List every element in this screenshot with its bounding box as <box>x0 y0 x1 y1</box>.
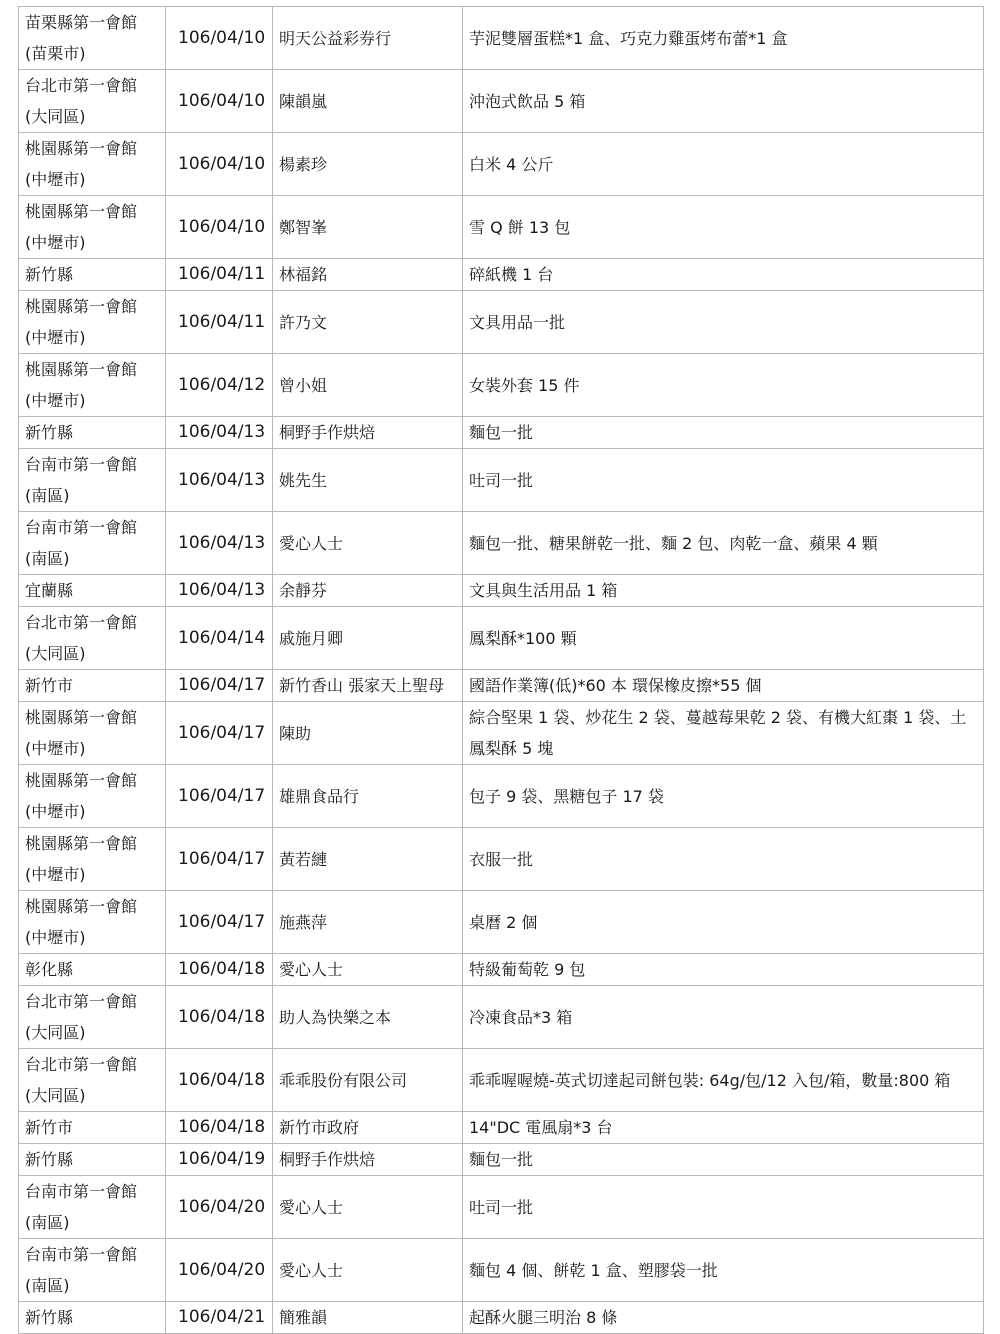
date-cell: 106/04/12 <box>166 354 273 417</box>
date-cell: 106/04/11 <box>166 291 273 354</box>
location-cell: 桃園縣第一會館 (中壢市) <box>19 133 166 196</box>
date-cell: 106/04/13 <box>166 449 273 512</box>
location-cell: 新竹市 <box>19 1112 166 1144</box>
donor-cell: 雄鼎食品行 <box>273 765 463 828</box>
item-cell: 麵包一批、糖果餅乾一批、麵 2 包、肉乾一盒、蘋果 4 顆 <box>463 512 984 575</box>
location-cell: 台北市第一會館 (大同區) <box>19 986 166 1049</box>
date-cell: 106/04/10 <box>166 133 273 196</box>
donor-cell: 曾小姐 <box>273 354 463 417</box>
item-cell: 起酥火腿三明治 8 條 <box>463 1302 984 1334</box>
donor-cell: 黃若縺 <box>273 828 463 891</box>
date-cell: 106/04/10 <box>166 70 273 133</box>
table-row <box>19 417 984 449</box>
item-cell: 碎紙機 1 台 <box>463 259 984 291</box>
donor-cell: 明天公益彩券行 <box>273 7 463 70</box>
table-row <box>19 259 984 291</box>
date-cell: 106/04/17 <box>166 828 273 891</box>
table-row <box>19 1239 984 1302</box>
donor-cell: 陳韻嵐 <box>273 70 463 133</box>
table-row <box>19 828 984 891</box>
location-cell: 台北市第一會館 (大同區) <box>19 70 166 133</box>
item-cell: 冷凍食品*3 箱 <box>463 986 984 1049</box>
date-cell: 106/04/17 <box>166 670 273 702</box>
date-cell: 106/04/18 <box>166 1049 273 1112</box>
item-cell: 麵包一批 <box>463 417 984 449</box>
location-cell: 桃園縣第一會館 (中壢市) <box>19 196 166 259</box>
table-row <box>19 575 984 607</box>
table-row <box>19 291 984 354</box>
table-row <box>19 1112 984 1144</box>
table-row <box>19 986 984 1049</box>
table-row <box>19 1144 984 1176</box>
location-cell: 新竹縣 <box>19 417 166 449</box>
item-cell: 吐司一批 <box>463 1176 984 1239</box>
donor-cell: 助人為快樂之本 <box>273 986 463 1049</box>
donor-cell: 姚先生 <box>273 449 463 512</box>
item-cell: 麵包 4 個、餅乾 1 盒、塑膠袋一批 <box>463 1239 984 1302</box>
date-cell: 106/04/18 <box>166 954 273 986</box>
location-cell: 宜蘭縣 <box>19 575 166 607</box>
donor-cell: 新竹香山 張家天上聖母 <box>273 670 463 702</box>
item-cell: 沖泡式飲品 5 箱 <box>463 70 984 133</box>
table-row <box>19 891 984 954</box>
date-cell: 106/04/11 <box>166 259 273 291</box>
table-row <box>19 1049 984 1112</box>
location-cell: 桃園縣第一會館 (中壢市) <box>19 765 166 828</box>
item-cell: 鳳梨酥*100 顆 <box>463 607 984 670</box>
item-cell: 文具用品一批 <box>463 291 984 354</box>
location-cell: 台北市第一會館 (大同區) <box>19 607 166 670</box>
donor-cell: 施燕萍 <box>273 891 463 954</box>
donor-cell: 新竹市政府 <box>273 1112 463 1144</box>
item-cell: 衣服一批 <box>463 828 984 891</box>
table-row <box>19 512 984 575</box>
date-cell: 106/04/17 <box>166 702 273 765</box>
date-cell: 106/04/20 <box>166 1176 273 1239</box>
donor-cell: 余靜芬 <box>273 575 463 607</box>
location-cell: 桃園縣第一會館 (中壢市) <box>19 291 166 354</box>
date-cell: 106/04/14 <box>166 607 273 670</box>
location-cell: 苗栗縣第一會館 (苗栗市) <box>19 7 166 70</box>
date-cell: 106/04/18 <box>166 986 273 1049</box>
location-cell: 桃園縣第一會館 (中壢市) <box>19 354 166 417</box>
table-row <box>19 133 984 196</box>
donor-cell: 桐野手作烘焙 <box>273 417 463 449</box>
location-cell: 台南市第一會館 (南區) <box>19 449 166 512</box>
item-cell: 麵包一批 <box>463 1144 984 1176</box>
table-row <box>19 449 984 512</box>
location-cell: 彰化縣 <box>19 954 166 986</box>
item-cell: 桌曆 2 個 <box>463 891 984 954</box>
item-cell: 雪 Q 餅 13 包 <box>463 196 984 259</box>
location-cell: 新竹縣 <box>19 1144 166 1176</box>
table-row <box>19 1302 984 1334</box>
donor-cell: 鄭智峯 <box>273 196 463 259</box>
donor-cell: 愛心人士 <box>273 512 463 575</box>
table-row <box>19 354 984 417</box>
item-cell: 包子 9 袋、黑糖包子 17 袋 <box>463 765 984 828</box>
donor-cell: 愛心人士 <box>273 1239 463 1302</box>
donor-cell: 林福銘 <box>273 259 463 291</box>
table-row <box>19 702 984 765</box>
date-cell: 106/04/18 <box>166 1112 273 1144</box>
item-cell: 白米 4 公斤 <box>463 133 984 196</box>
donation-table <box>18 6 984 1334</box>
donor-cell: 陳助 <box>273 702 463 765</box>
location-cell: 台南市第一會館 (南區) <box>19 1176 166 1239</box>
date-cell: 106/04/13 <box>166 512 273 575</box>
date-cell: 106/04/10 <box>166 196 273 259</box>
date-cell: 106/04/21 <box>166 1302 273 1334</box>
item-cell: 14"DC 電風扇*3 台 <box>463 1112 984 1144</box>
location-cell: 台北市第一會館 (大同區) <box>19 1049 166 1112</box>
table-row <box>19 70 984 133</box>
date-cell: 106/04/10 <box>166 7 273 70</box>
date-cell: 106/04/17 <box>166 765 273 828</box>
donor-cell: 簡雅韻 <box>273 1302 463 1334</box>
donor-cell: 許乃文 <box>273 291 463 354</box>
item-cell: 綜合堅果 1 袋、炒花生 2 袋、蔓越莓果乾 2 袋、有機大紅棗 1 袋、土鳳梨酥 5 塊 <box>463 702 984 765</box>
location-cell: 台南市第一會館 (南區) <box>19 1239 166 1302</box>
date-cell: 106/04/13 <box>166 575 273 607</box>
donor-cell: 愛心人士 <box>273 954 463 986</box>
table-row <box>19 765 984 828</box>
item-cell: 特級葡萄乾 9 包 <box>463 954 984 986</box>
item-cell: 國語作業簿(低)*60 本 環保橡皮擦*55 個 <box>463 670 984 702</box>
table-row <box>19 7 984 70</box>
table-row <box>19 607 984 670</box>
date-cell: 106/04/20 <box>166 1239 273 1302</box>
location-cell: 新竹市 <box>19 670 166 702</box>
item-cell: 吐司一批 <box>463 449 984 512</box>
table-row <box>19 196 984 259</box>
donor-cell: 戚施月卿 <box>273 607 463 670</box>
table-row <box>19 670 984 702</box>
date-cell: 106/04/13 <box>166 417 273 449</box>
table-row <box>19 1176 984 1239</box>
item-cell: 女裝外套 15 件 <box>463 354 984 417</box>
location-cell: 新竹縣 <box>19 259 166 291</box>
donor-cell: 愛心人士 <box>273 1176 463 1239</box>
item-cell: 文具與生活用品 1 箱 <box>463 575 984 607</box>
location-cell: 桃園縣第一會館 (中壢市) <box>19 828 166 891</box>
date-cell: 106/04/19 <box>166 1144 273 1176</box>
donor-cell: 楊素珍 <box>273 133 463 196</box>
location-cell: 桃園縣第一會館 (中壢市) <box>19 891 166 954</box>
date-cell: 106/04/17 <box>166 891 273 954</box>
donor-cell: 乖乖股份有限公司 <box>273 1049 463 1112</box>
donation-table-body <box>19 7 984 1334</box>
table-row <box>19 954 984 986</box>
donor-cell: 桐野手作烘焙 <box>273 1144 463 1176</box>
item-cell: 乖乖喔喔燒-英式切達起司餅包裝: 64g/包/12 入包/箱，數量:800 箱 <box>463 1049 984 1112</box>
item-cell: 芋泥雙層蛋糕*1 盒、巧克力雞蛋烤布蕾*1 盒 <box>463 7 984 70</box>
location-cell: 新竹縣 <box>19 1302 166 1334</box>
location-cell: 台南市第一會館 (南區) <box>19 512 166 575</box>
location-cell: 桃園縣第一會館 (中壢市) <box>19 702 166 765</box>
